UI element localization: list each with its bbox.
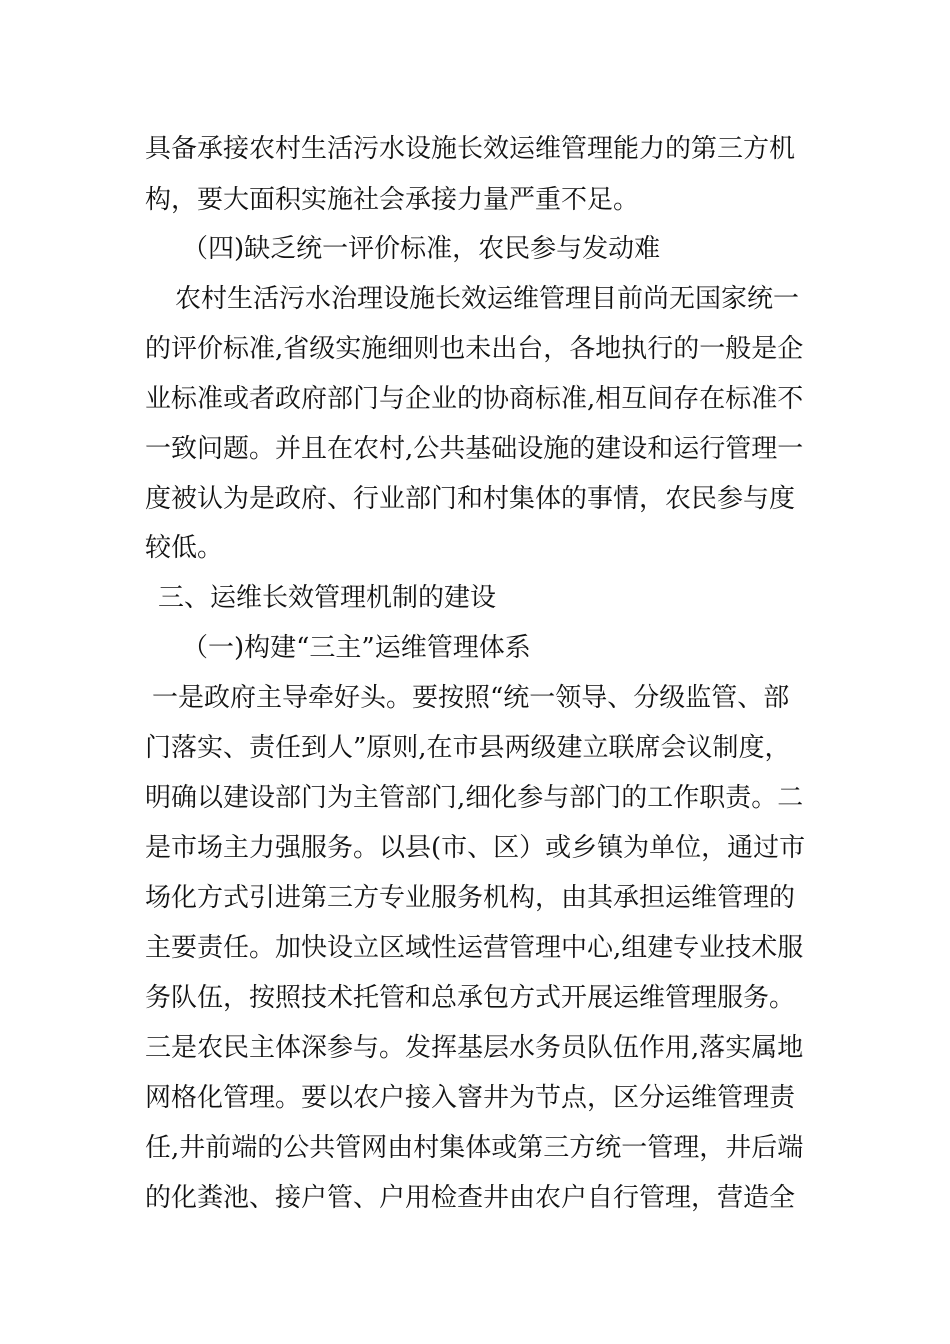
paragraph-line-18: 任,井前端的公共管网由村集体或第三方统一管理，井后端 [145,1133,804,1163]
paragraph-line-8: 较低。 [145,533,224,563]
paragraph-line-9: 一是政府主导牵好头。要按照“统一领导、分级监管、部 [152,683,790,713]
paragraph-line-13: 场化方式引进第三方专业服务机构，由其承担运维管理的 [145,883,796,913]
paragraph-line-17: 网格化管理。要以农户接入窨井为节点，区分运维管理责 [145,1083,796,1113]
paragraph-line-2: 构，要大面积实施社会承接力量严重不足。 [145,185,640,215]
paragraph-line-12: 是市场主力强服务。以县(市、区）或乡镇为单位，通过市 [145,833,806,863]
paragraph-line-5: 业标准或者政府部门与企业的协商标准,相互间存在标准不 [145,384,804,414]
chapter-heading-3: 三、运维长效管理机制的建设 [158,583,497,613]
paragraph-line-7: 度被认为是政府、行业部门和村集体的事情，农民参与度 [145,484,796,514]
paragraph-line-4: 的评价标准,省级实施细则也未出台，各地执行的一般是企 [145,334,804,364]
paragraph-line-3: 农村生活污水治理设施长效运维管理目前尚无国家统一 [175,284,800,314]
paragraph-line-15: 务队伍，按照技术托管和总承包方式开展运维管理服务。 [145,983,796,1013]
paragraph-line-14: 主要责任。加快设立区域性运营管理中心,组建专业技术服 [145,933,804,963]
section-heading-4: （四)缺乏统一评价标准，农民参与发动难 [182,234,661,264]
paragraph-line-6: 一致问题。并且在农村,公共基础设施的建设和运行管理一 [145,434,804,464]
paragraph-line-1: 具备承接农村生活污水设施长效运维管理能力的第三方机 [145,134,796,164]
paragraph-line-10: 门落实、责任到人”原则,在市县两级建立联席会议制度， [145,733,791,763]
paragraph-line-19: 的化粪池、接户管、户用检查井由农户自行管理，营造全 [145,1183,796,1213]
paragraph-line-16: 三是农民主体深参与。发挥基层水务员队伍作用,落实属地 [145,1033,804,1063]
section-heading-1: （一)构建“三主”运维管理体系 [182,633,531,663]
paragraph-line-11: 明确以建设部门为主管部门,细化参与部门的工作职责。二 [145,783,804,813]
